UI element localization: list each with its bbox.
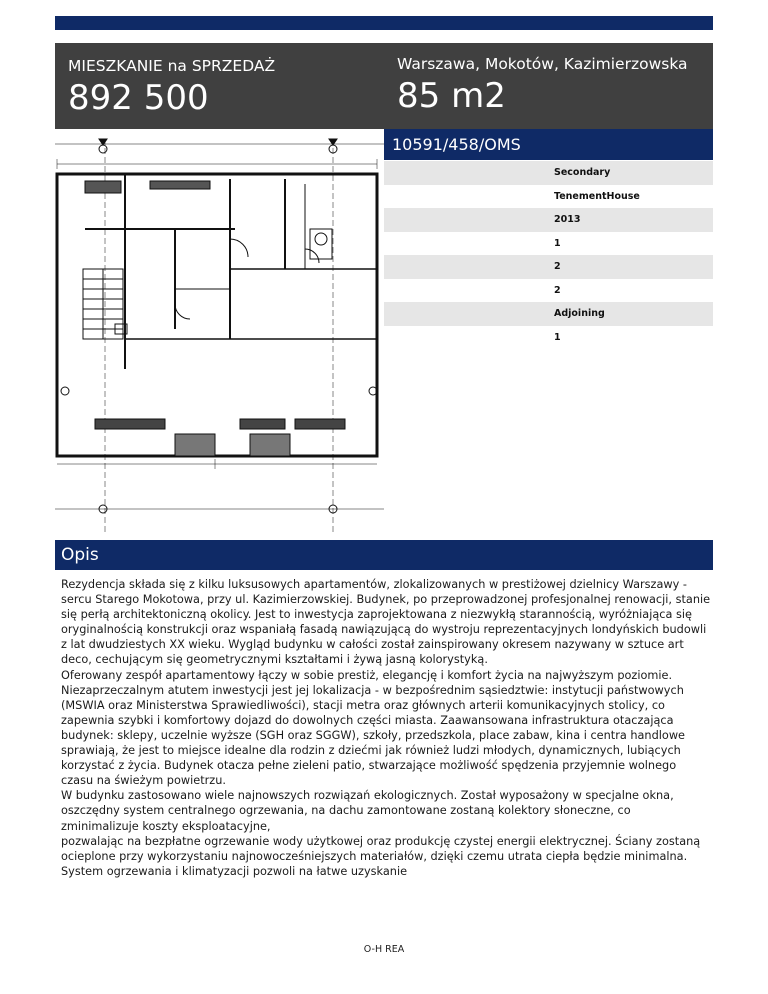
floor-plan-drawing bbox=[55, 129, 384, 539]
floor-plan-image bbox=[55, 129, 384, 539]
offer-summary bbox=[68, 56, 275, 118]
listing-header bbox=[55, 43, 713, 129]
price-value: 892 500 bbox=[68, 78, 209, 118]
detail-kitchen: Adjoining bbox=[384, 302, 713, 326]
description-paragraph: Rezydencja składa się z kilku luksusowych apartamentów, zlokalizowanych w prestiżowej dzielnicy Warszawy - sercu Starego Mokotowa, przy ul. Kazimierzowskiej. Budynek, po przeprowadzonej profesjonalnej renowacji, stanie się perłą architektoniczną okolicy. Jest to inwestycja zaprojektowana z niezwykłą starannością, wyróżniająca się oryginalnością konstrukcji oraz wspaniałą fasadą nawiązującą do wystroju reprezentacyjnych londyńskich budowli z lat dwudziestych XX wieku. Wygląd budynku w całości został zainspirowany okresem nazywany w sztuce art deco, cechującym się geometrycznymi kształtami i żywą jasną kolorystyką. bbox=[61, 578, 711, 667]
description-paragraph: W budynku zastosowano wiele najnowszych rozwiązań ekologicznych. Został wyposażony w specjalne okna, oszczędny system centralnego ogrzewania, na dachu zamontowane zostaną kolektory słoneczne, co zminimalizuje koszty eksploatacyjne, bbox=[61, 789, 674, 833]
offer-type-label: MIESZKANIE na SPRZEDAŻ bbox=[68, 57, 276, 75]
details-table bbox=[384, 161, 713, 349]
detail-year: 2013 bbox=[384, 208, 713, 232]
description-text bbox=[61, 577, 711, 929]
location-label: Warszawa, Mokotów, Kazimierzowska bbox=[397, 55, 688, 73]
area-value: 85 m2 bbox=[397, 76, 506, 116]
reference-number: 10591/458/OMS bbox=[384, 129, 713, 160]
location-summary bbox=[397, 54, 688, 116]
top-accent-bar bbox=[55, 16, 713, 30]
detail-market: Secondary bbox=[384, 161, 713, 185]
detail-value: 2 bbox=[384, 279, 713, 303]
footer-agency: O-H REA bbox=[363, 944, 405, 955]
detail-value: 2 bbox=[384, 255, 713, 279]
detail-building-type: TenementHouse bbox=[384, 185, 713, 209]
description-paragraph: Oferowany zespół apartamentowy łączy w sobie prestiż, elegancję i komfort życia na najwyższym poziomie. Niezaprzeczalnym atutem inwestycji jest jej lokalizacja - w bezpośrednim sąsiedztwie: instytucji państwowych (MSWIA oraz Ministerstwa Sprawiedliwości), stacji metra oraz głównych arterii komunikacyjnych stolicy, co zapewnia szybki i komfortowy dojazd do dowolnych części miasta. Zaawansowana infrastruktura otaczająca budynek: sklepy, uczelnie wyższe (SGH oraz SGGW), szkoły, przedszkola, place zabaw, kina i centra handlowe sprawiają, że jest to miejsce idealne dla rodzin z dziećmi jak również ludzi młodych, dynamicznych, lubiących korzystać z życia. Budynek otacza pełne zieleni patio, stwarzające możliwość spędzenia przyjemnie wolnego czasu na świeżym powietrzu. bbox=[61, 668, 686, 788]
description-heading: Opis bbox=[55, 540, 713, 570]
detail-value: 1 bbox=[384, 232, 713, 256]
description-paragraph: pozwalając na bezpłatne ogrzewanie wody użytkowej oraz produkcję czystej energii elektrycznej. Ściany zostaną ocieplone przy wykorzystaniu najnowocześniejszych materiałów, dzięki czemu utrata ciepła będzie minimalna. System ogrzewania i klimatyzacji pozwoli na łatwe uzyskanie bbox=[61, 834, 701, 878]
detail-value: 1 bbox=[384, 326, 713, 350]
